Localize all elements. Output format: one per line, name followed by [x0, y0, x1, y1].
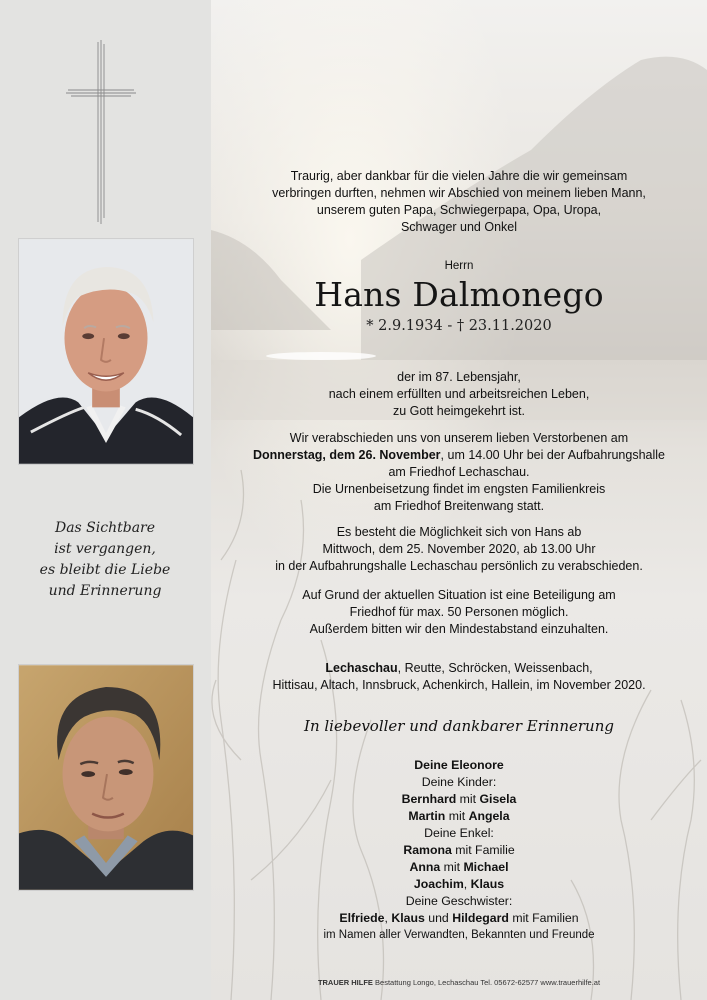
- quote-line: Das Sichtbare: [54, 520, 156, 536]
- paragraph-line: nach einem erfüllten und arbeitsreichen Leben,: [328, 387, 590, 401]
- family-line: [211, 757, 707, 774]
- obituary-text: [211, 0, 707, 1000]
- family-label: Deine Enkel:: [424, 826, 494, 840]
- intro-line: Schwager und Onkel: [400, 220, 518, 234]
- paragraph-line: Friedhof für max. 50 Personen möglich.: [349, 605, 569, 619]
- deceased-name: Hans Dalmonego: [314, 275, 604, 314]
- places-paragraph: [211, 660, 707, 694]
- connector: und: [424, 911, 453, 925]
- life-dates: * 2.9.1934 - † 23.11.2020: [366, 318, 552, 334]
- wife-name: Deine Eleonore: [414, 758, 504, 772]
- left-panel: [0, 0, 211, 1000]
- family-line: [211, 876, 707, 893]
- child-name: Bernhard: [401, 792, 457, 806]
- intro-line: unserem guten Papa, Schwiegerpapa, Opa, Uropa,: [316, 203, 602, 217]
- partner-name: Angela: [468, 809, 510, 823]
- place-bold: Lechaschau: [325, 661, 398, 675]
- portrait-photo-elderly: [18, 238, 194, 465]
- passing-paragraph: [211, 369, 707, 420]
- quote-line: es bleibt die Liebe: [39, 562, 171, 578]
- paragraph-line: [211, 660, 707, 677]
- paragraph-line: Außerdem bitten wir den Mindestabstand einzuhalten.: [309, 622, 609, 636]
- paragraph-line: Wir verabschieden uns von unserem lieben Verstorbenen am: [289, 431, 629, 445]
- paragraph-line: am Friedhof Breitenwang statt.: [373, 499, 545, 513]
- connector: mit Familie: [451, 843, 515, 857]
- sibling-name: Hildegard: [452, 911, 509, 925]
- family-line: [211, 910, 707, 927]
- family-label: Deine Kinder:: [421, 775, 497, 789]
- restrictions-paragraph: [211, 587, 707, 638]
- paragraph-line: der im 87. Lebensjahr,: [397, 370, 521, 384]
- quote-line: und Erinnerung: [48, 583, 162, 599]
- sibling-name: Elfriede: [339, 911, 385, 925]
- paragraph-line: Es besteht die Möglichkeit sich von Hans ab: [336, 525, 582, 539]
- paragraph-line: am Friedhof Lechaschau.: [388, 465, 530, 479]
- grandchild-name: Joachim: [413, 877, 464, 891]
- funeral-date: Donnerstag, dem 26. November: [252, 448, 441, 462]
- partner-name: Michael: [463, 860, 509, 874]
- grandchild-name: Anna: [409, 860, 441, 874]
- footer-credit: [211, 978, 707, 988]
- cross-icon: [66, 40, 136, 224]
- family-label: Deine Geschwister:: [405, 894, 513, 908]
- child-name: Martin: [408, 809, 446, 823]
- paragraph-line: Hittisau, Altach, Innsbruck, Achenkirch, Hallein, im November 2020.: [272, 678, 646, 692]
- connector: mit: [445, 809, 469, 823]
- intro-line: verbringen durften, nehmen wir Abschied von meinem lieben Mann,: [272, 186, 646, 200]
- paragraph-line: [211, 447, 707, 464]
- memorial-quote: [20, 518, 190, 602]
- paragraph-line: Mittwoch, dem 25. November 2020, ab 13.00 Uhr: [322, 542, 596, 556]
- sibling-name: Klaus: [391, 911, 425, 925]
- family-line: [211, 808, 707, 825]
- funeral-paragraph: [211, 430, 707, 515]
- partner-name: Gisela: [479, 792, 517, 806]
- family-line: im Namen aller Verwandten, Bekannten und Freunde: [323, 929, 595, 941]
- paragraph-line: in der Aufbahrungshalle Lechaschau persönlich zu verabschieden.: [275, 559, 643, 573]
- footer-text: Bestattung Longo, Lechaschau Tel. 05672-62577 www.trauerhilfe.at: [372, 978, 601, 987]
- connector: ,: [384, 911, 392, 925]
- remembrance-heading: In liebevoller und dankbarer Erinnerung: [304, 717, 614, 735]
- paragraph-line: Die Urnenbeisetzung findet im engsten Familienkreis: [312, 482, 606, 496]
- connector: mit: [440, 860, 464, 874]
- family-line: [211, 842, 707, 859]
- quote-line: ist vergangen,: [54, 541, 156, 557]
- grandchild-name: Ramona: [403, 843, 452, 857]
- places-rest: , Reutte, Schröcken, Weissenbach,: [397, 661, 593, 675]
- footer-brand: TRAUER HILFE: [317, 978, 373, 987]
- connector: mit: [456, 792, 480, 806]
- portrait-photo-younger: [18, 664, 194, 891]
- grandchild-name: Klaus: [470, 877, 505, 891]
- connector: mit Familien: [508, 911, 579, 925]
- connector: ,: [463, 877, 471, 891]
- intro-line: Traurig, aber dankbar für die vielen Jahre die wir gemeinsam: [290, 169, 628, 183]
- family-line: [211, 791, 707, 808]
- farewell-paragraph: [211, 524, 707, 575]
- family-line: [211, 859, 707, 876]
- paragraph-line: zu Gott heimgekehrt ist.: [392, 404, 525, 418]
- funeral-time: , um 14.00 Uhr bei der Aufbahrungshalle: [440, 448, 665, 462]
- family-list: [211, 757, 707, 944]
- intro-paragraph: [211, 168, 707, 236]
- salutation: Herrn: [444, 260, 474, 272]
- paragraph-line: Auf Grund der aktuellen Situation ist eine Beteiligung am: [302, 588, 616, 602]
